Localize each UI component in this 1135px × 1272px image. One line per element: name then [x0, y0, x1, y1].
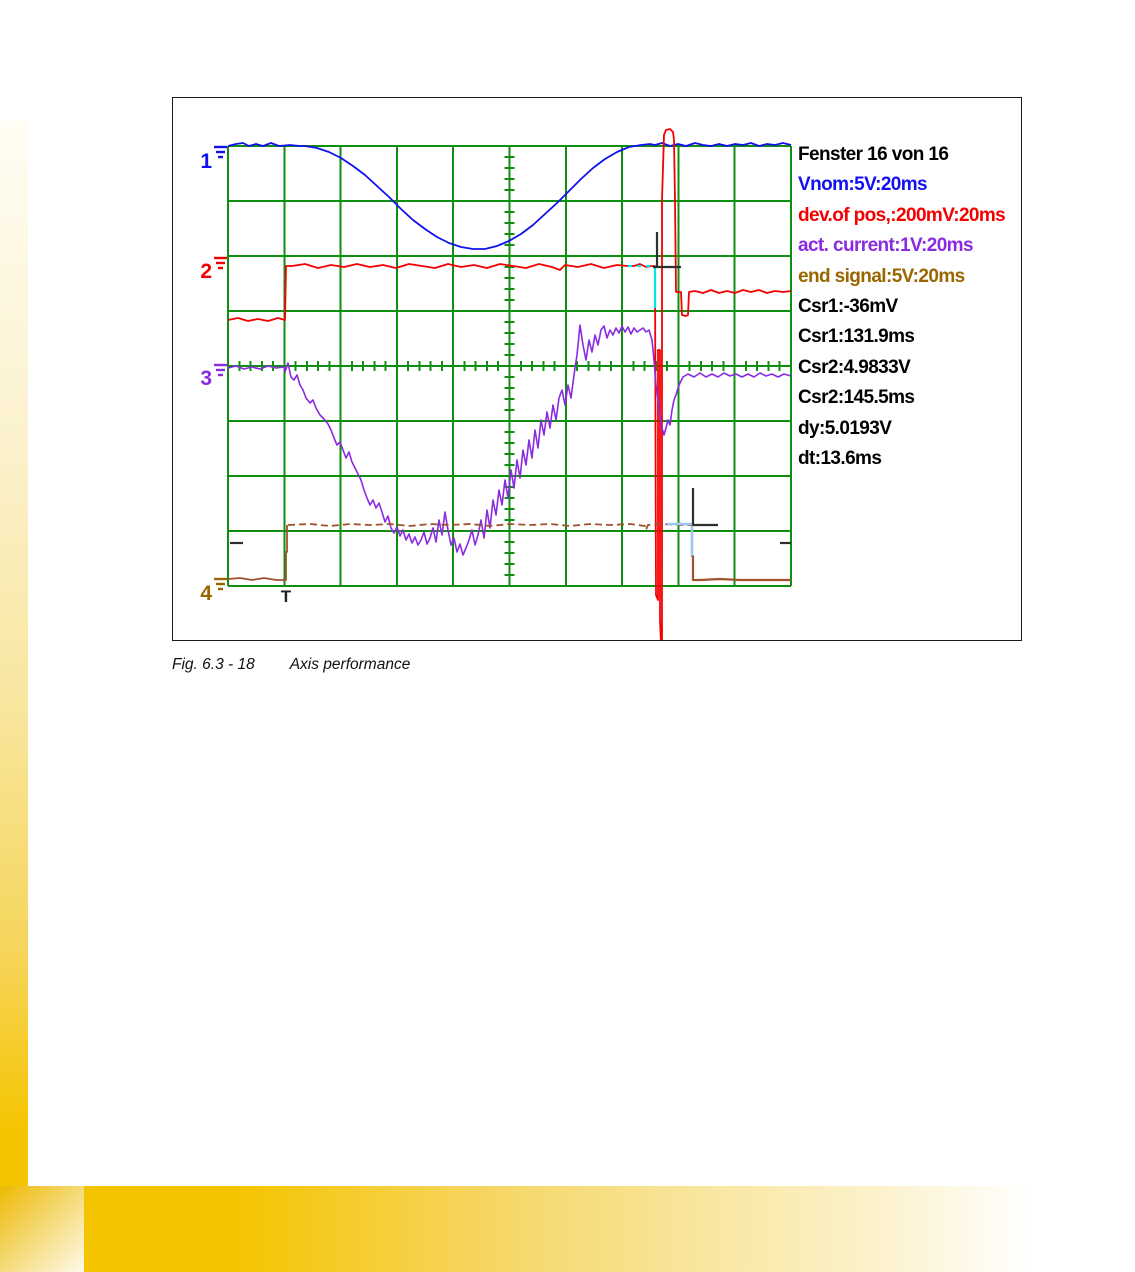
channel-2-ground-icon — [214, 258, 227, 268]
scope-legend — [798, 140, 1005, 474]
bottom-gradient-band — [84, 1186, 1032, 1272]
trace-end_signal_post — [692, 525, 791, 580]
legend-line-4: end signal:5V:20ms — [798, 265, 965, 287]
channel-4-ground-icon — [214, 579, 227, 589]
legend-line-10: dt:13.6ms — [798, 447, 882, 469]
caption-title: Axis performance — [289, 656, 411, 673]
channel-1-ground-icon — [214, 147, 227, 157]
legend-line-5: Csr1:-36mV — [798, 295, 898, 317]
scope-grid — [228, 146, 791, 586]
trace-end_signal_pre — [228, 525, 287, 580]
legend-line-6: Csr1:131.9ms — [798, 326, 915, 348]
left-gradient-strip — [0, 121, 28, 1186]
channel-3-ground-icon — [214, 365, 227, 375]
figure-caption — [172, 656, 410, 674]
legend-line-8: Csr2:145.5ms — [798, 387, 915, 409]
oscilloscope-figure — [172, 97, 1022, 641]
legend-line-0: Fenster 16 von 16 — [798, 144, 949, 165]
channel-1-label: 1 — [200, 150, 212, 173]
legend-line-9: dy:5.0193V — [798, 417, 892, 439]
caption-label: Fig. 6.3 - 18 — [172, 656, 255, 673]
channel-2-label: 2 — [200, 260, 212, 283]
legend-line-1: Vnom:5V:20ms — [798, 174, 928, 196]
legend-line-3: act. current:1V:20ms — [798, 235, 973, 257]
channel-3-label: 3 — [200, 367, 212, 390]
trigger-marker: T — [280, 587, 292, 606]
legend-line-7: Csr2:4.9833V — [798, 356, 911, 378]
bottom-corner-gradient — [0, 1186, 84, 1272]
channel-4-label: 4 — [200, 582, 212, 605]
legend-line-2: dev.of pos,:200mV:20ms — [798, 204, 1006, 226]
